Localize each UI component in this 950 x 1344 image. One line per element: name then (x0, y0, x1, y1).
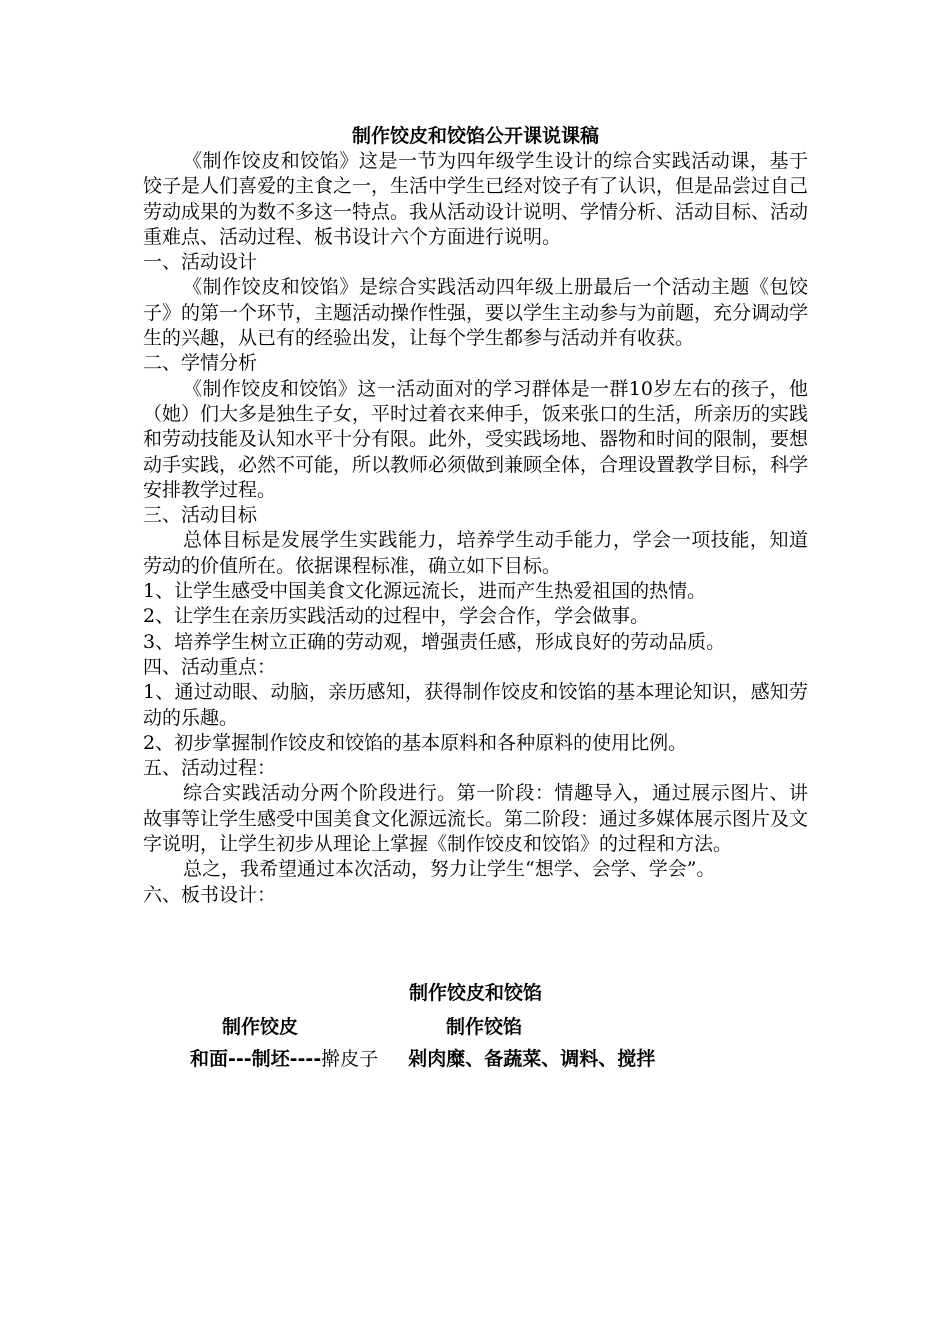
section-heading-goals: 三、活动目标 (143, 504, 258, 527)
section-body-design: 《制作饺皮和饺馅》是综合实践活动四年级上册最后一个活动主题《包饺子》的第一个环节，主题活动操作性强，要以学生主动参与为前题，充分调动学生的兴趣，从已有的经验出发，让每个学生都参与活动并有收获。 (143, 276, 809, 350)
board-title: 制作饺皮和饺馅 (408, 982, 542, 1004)
board-steps-dough: 和面---制坯---- (190, 1048, 322, 1070)
board-left-heading: 制作饺皮 (222, 1016, 299, 1038)
board-right-heading: 制作饺馅 (446, 1016, 523, 1038)
board-steps-roll: 擀皮子 (321, 1048, 379, 1070)
section-heading-analysis: 二、学情分析 (143, 352, 258, 375)
section-body-goals: 总体目标是发展学生实践能力，培养学生动手能力，学会一项技能，知道劳动的价值所在。依据课程标准，确立如下目标。 (143, 529, 808, 577)
focus-item: 2、初步掌握制作饺皮和饺馅的基本原料和各种原料的使用比例。 (143, 731, 688, 754)
goal-item: 2、让学生在亲历实践活动的过程中，学会合作，学会做事。 (143, 605, 650, 628)
board-steps-row (190, 1044, 655, 1071)
intro-paragraph: 《制作饺皮和饺馅》这是一节为四年级学生设计的综合实践活动课，基于饺子是人们喜爱的主食之一，生活中学生已经对饺子有了认识，但是品尝过自己劳动成果的为数不多这一特点。我从活动设计说明、学情分析、活动目标、活动重难点、活动过程、板书设计六个方面进行说明。 (143, 150, 809, 248)
board-steps-filling: 剁肉糜、备蔬菜、调料、搅拌 (408, 1048, 656, 1070)
summary-paragraph: 总之，我希望通过本次活动，努力让学生“想学、会学、学会”。 (183, 858, 716, 881)
section-heading-focus: 四、活动重点： (143, 655, 277, 678)
document-body (143, 123, 808, 908)
goal-item: 1、让学生感受中国美食文化源远流长，进而产生热爱祖国的热情。 (143, 580, 707, 603)
focus-item: 1、通过动眼、动脑，亲历感知，获得制作饺皮和饺馅的基本理论知识，感知劳动的乐趣。 (143, 681, 808, 729)
document-title: 制作饺皮和饺馅公开课说课稿 (351, 125, 599, 147)
section-body-process: 综合实践活动分两个阶段进行。第一阶段：情趣导入，通过展示图片、讲故事等让学生感受中国美食文化源远流长。第二阶段：通过多媒体展示图片及文字说明，让学生初步从理论上掌握《制作饺皮和饺馅》的过程和方法。 (143, 782, 809, 856)
section-heading-board: 六、板书设计： (143, 883, 277, 906)
section-heading-process: 五、活动过程： (143, 757, 277, 780)
goal-item: 3、培养学生树立正确的劳动观，增强责任感，形成良好的劳动品质。 (143, 630, 726, 653)
section-body-analysis: 《制作饺皮和饺馅》这一活动面对的学习群体是一群10岁左右的孩子，他（她）们大多是独生子女，平时过着衣来伸手，饭来张口的生活，所亲历的实践和劳动技能及认知水平十分有限。此外，受实践场地、器物和时间的限制，要想动手实践，必然不可能，所以教师必须做到兼顾全体，合理设置教学目标，科学安排教学过程。 (143, 377, 809, 501)
section-heading-design: 一、活动设计 (143, 251, 258, 274)
